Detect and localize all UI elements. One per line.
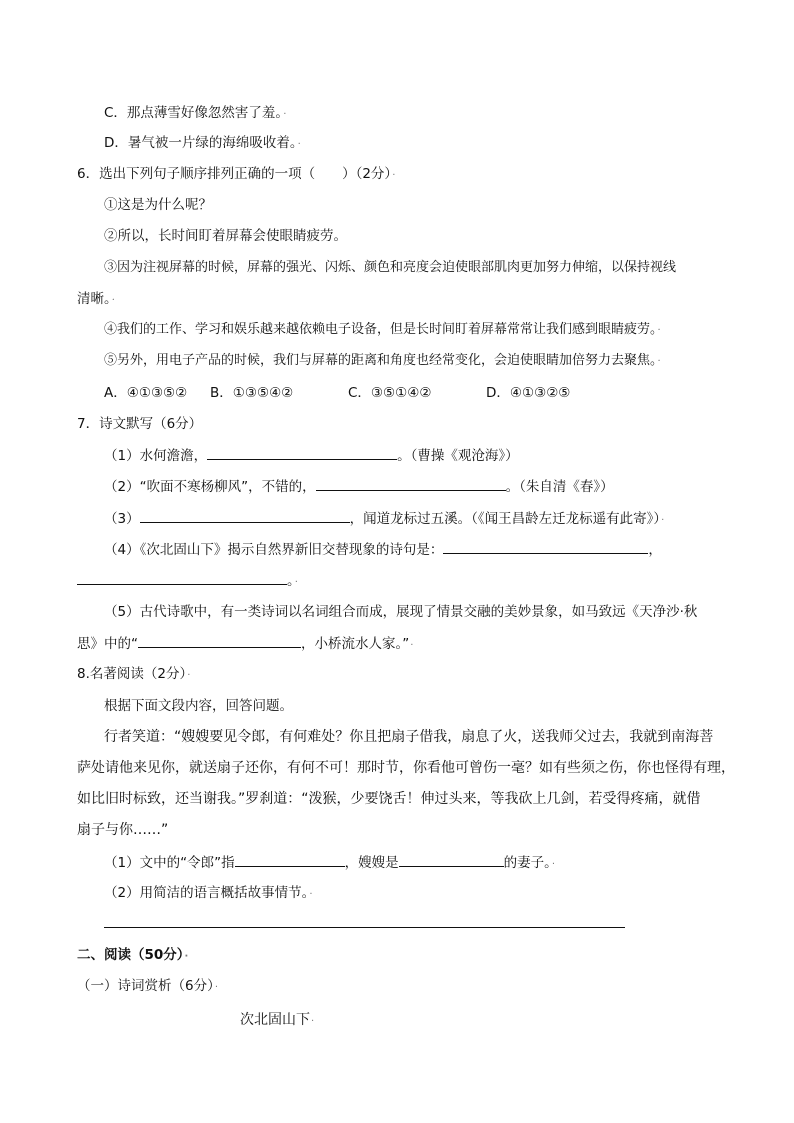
q8-sub-1: （1）文中的“令郎”指 ，嫂嫂是 的妻子。· (104, 852, 555, 875)
q8-answer-line[interactable] (104, 927, 625, 928)
q7-blank-4a[interactable] (443, 539, 648, 554)
q8-blank-2[interactable] (399, 852, 504, 867)
q8-passage-line-1: 行者笑道：“嫂嫂要见令郎，有何难处？你且把扇子借我，扇息了火，送我师父过去，我就到南海菩 (104, 729, 714, 745)
q8-blank-1[interactable] (235, 852, 345, 867)
q7-item-5-cont: 思》中的“ ，小桥流水人家。”· (77, 633, 413, 656)
q6-sentence-1: ①这是为什么呢？ (104, 197, 212, 213)
section-2-sub-1: （一）诗词赏析（6分）· (77, 978, 219, 994)
q8-sub-2: （2）用简洁的语言概括故事情节。· (104, 885, 313, 901)
q7-blank-4b[interactable] (77, 570, 287, 585)
q8-title: 8.名著阅读（2分）· (77, 666, 191, 682)
q6-option-c: C．③⑤①④② (348, 385, 432, 401)
q8-passage-line-2: 萨处请他来见你，就送扇子还你，有何不可！那时节，你看他可曾伤一毫？如有些须之伤，你也怪得有理， (77, 760, 735, 776)
q6-title: 6．选出下列句子顺序排列正确的一项（ ）（2分）· (77, 166, 396, 182)
q6-option-a: A．④①③⑤② (104, 385, 188, 401)
q5-option-d: D．暑气被一片绿的海绵吸收着。· (104, 135, 301, 151)
q7-item-4-cont: 。· (77, 570, 298, 593)
q8-passage-line-4: 扇子与你……” (77, 822, 169, 838)
q7-title: 7．诗文默写（6分） (77, 416, 203, 432)
poem-title: 次北固山下· (240, 1012, 315, 1028)
q8-intro: 根据下面文段内容，回答问题。 (104, 698, 293, 714)
q7-item-5: （5）古代诗歌中，有一类诗词以名词组合而成，展现了情景交融的美妙景象，如马致远《天净沙·秋 (104, 604, 698, 620)
q5-option-c: C．那点薄雪好像忽然害了羞。· (104, 105, 287, 121)
q7-blank-2[interactable] (316, 476, 506, 491)
q8-passage-line-3: 如比旧时标致，还当谢我。”罗刹道：“泼猴，少要饶舌！伸过头来，等我砍上几剑，若受得疼痛，就借 (77, 791, 701, 807)
q7-blank-3[interactable] (140, 508, 350, 523)
q7-item-2: （2）“吹面不寒杨柳风”，不错的， 。（朱自清《春》） (104, 476, 614, 497)
q7-item-1: （1）水何澹澹， 。（曹操《观沧海》） (104, 445, 519, 466)
q6-sentence-2: ②所以，长时间盯着屏幕会使眼睛疲劳。 (104, 228, 347, 244)
q7-item-3: （3） ，闻道龙标过五溪。（《闻王昌龄左迁龙标遥有此寄》）· (104, 508, 664, 531)
q7-blank-5[interactable] (138, 633, 301, 648)
q6-sentence-4: ④我们的工作、学习和娱乐越来越依赖电子设备，但是长时间盯着屏幕常常让我们感到眼睛疲劳。· (104, 322, 661, 337)
q7-blank-1[interactable] (207, 445, 397, 460)
q6-option-d: D．④①③②⑤ (486, 385, 571, 401)
section-2-title: 二、阅读（50分）· (77, 947, 189, 963)
q7-item-4: （4）《次北固山下》揭示自然界新旧交替现象的诗句是： ， (104, 539, 662, 560)
q6-option-b: B．①③⑤④② (210, 385, 294, 401)
q6-sentence-5: ⑤另外，用电子产品的时候，我们与屏幕的距离和角度也经常变化，会迫使眼睛加倍努力去聚焦。· (104, 353, 661, 368)
q6-sentence-3: ③因为注视屏幕的时候，屏幕的强光、闪烁、颜色和亮度会迫使眼部肌肉更加努力伸缩，以保持视线 (104, 260, 677, 275)
q6-sentence-3-cont: 清晰。· (77, 291, 115, 307)
